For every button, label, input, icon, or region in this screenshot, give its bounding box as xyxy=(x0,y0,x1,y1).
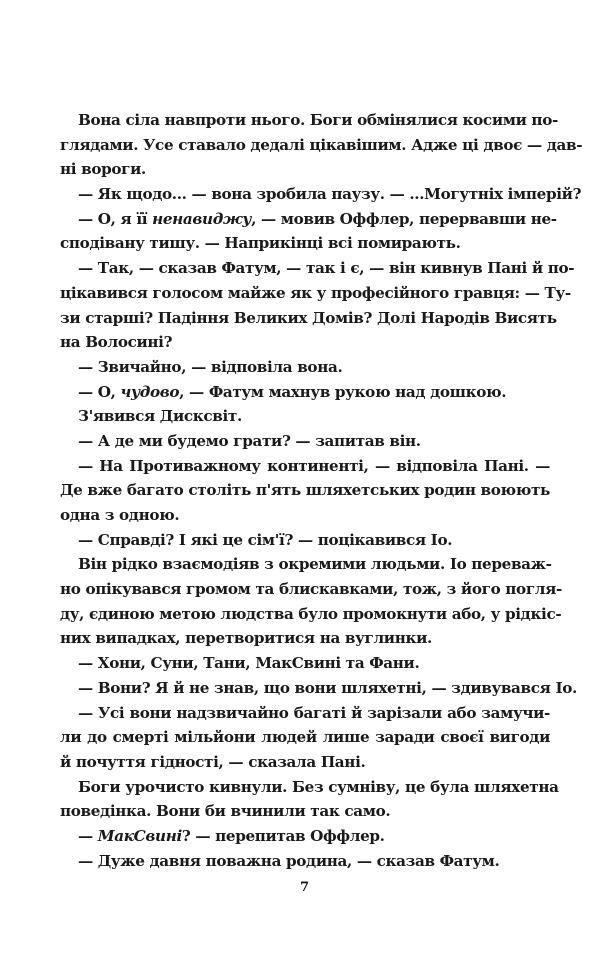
text-line: — А де ми будемо грати? — запитав він. xyxy=(78,431,421,450)
text-line: поведінка. Вони би вчинили так само. xyxy=(60,802,391,821)
text-line: на Волосині? xyxy=(60,333,173,352)
text-line: — На Противажному континенті, — відповіла Пані. — xyxy=(78,456,550,475)
text-line: З'явився Дисксвіт. xyxy=(78,407,242,426)
text-line: — Справді? І які це сім'ї? — поцікавився Іо. xyxy=(78,530,453,549)
italic-text: чудово xyxy=(120,382,180,401)
text-line: Де вже багато століть п'ять шляхетських родин воюють xyxy=(60,481,550,500)
text-line: — Як щодо... — вона зробила паузу. — ...Могутніх імперій? xyxy=(78,185,582,204)
text-line: одна з одною. xyxy=(60,506,180,524)
text-line: — Дуже давня поважна родина, — сказав Фатум. xyxy=(78,851,500,870)
text-line: Вона сіла навпроти нього. Боги обмінялися косими по- xyxy=(78,111,558,129)
text-line: зи старші? Падіння Великих Домів? Долі Народів Висять xyxy=(60,308,557,327)
text-line: — Хони, Суни, Тани, МакСвині та Фани. xyxy=(78,654,420,673)
text-line: — Так, — сказав Фатум, — так і є, — він кивнув Пані й по- xyxy=(78,259,575,278)
text-line: — Усі вони надзвичайно багаті й зарізали або замучи- xyxy=(78,703,550,722)
text-line: них випадках, перетворитися на вуглинки. xyxy=(60,629,432,648)
text-line: — МакСвині? — перепитав Оффлер. xyxy=(78,826,385,845)
text-line: ні вороги. xyxy=(60,160,146,179)
text-line: ли до смерті мільйони людей лише заради своєї вигоди xyxy=(60,728,550,747)
text-line: глядами. Усе ставало дедалі цікавішим. Адже ці двоє — дав- xyxy=(60,135,583,154)
text-line: но опікувався громом та блискавками, тож, з його погля- xyxy=(60,580,562,599)
italic-text: ненавиджу xyxy=(152,209,252,228)
text-line: й почуття гідності, — сказала Пані. xyxy=(60,752,366,771)
text-line: — О, чудово, — Фатум махнув рукою над дошкою. xyxy=(78,382,507,401)
text-line: — О, я її ненавиджу, — мовив Оффлер, перервавши не- xyxy=(78,209,557,228)
text-line: ду, єдиною метою людства було промокнути або, у рідкіс- xyxy=(60,604,562,623)
text-line: — Вони? Я й не знав, що вони шляхетні, — здивувався Іо. xyxy=(78,678,577,697)
italic-text: МакСвині xyxy=(97,826,182,845)
text-line: — Звичайно, — відповіла вона. xyxy=(78,357,343,376)
text-line: Він рідко взаємодіяв з окремими людьми. Іо переваж- xyxy=(78,555,552,574)
text-line: цікавився голосом майже як у професійного гравця: — Ту- xyxy=(60,283,571,302)
page-text xyxy=(60,108,583,873)
page-number: 7 xyxy=(299,880,310,895)
text-line: сподівану тишу. — Наприкінці всі помирають. xyxy=(60,234,461,253)
text-line: Боги урочисто кивнули. Без сумніву, це була шляхетна xyxy=(78,777,559,796)
